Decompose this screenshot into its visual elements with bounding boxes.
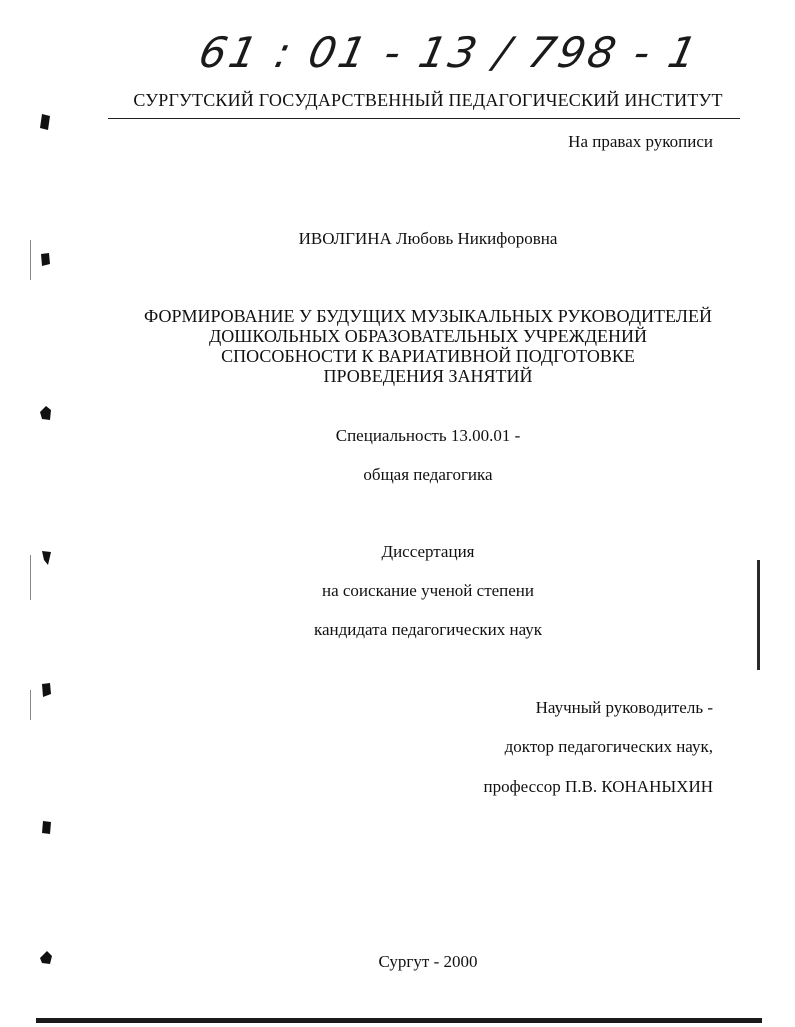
header-rule — [108, 118, 740, 119]
manuscript-rights-note: На правах рукописи — [568, 132, 713, 151]
handwritten-catalog-code: 61 : 01 - 13 / 798 - 1 — [194, 28, 704, 77]
title-line: СПОСОБНОСТИ К ВАРИАТИВНОЙ ПОДГОТОВКЕ — [221, 346, 635, 366]
specialty-code: Специальность 13.00.01 - — [335, 426, 521, 445]
title-line: ФОРМИРОВАНИЕ У БУДУЩИХ МУЗЫКАЛЬНЫХ РУКОВОДИТЕЛЕЙ — [144, 306, 712, 326]
scan-edge-line — [30, 240, 31, 280]
supervisor-name: профессор П.В. КОНАНЫХИН — [483, 777, 713, 796]
scan-edge-line — [30, 555, 31, 600]
scan-edge-shadow — [757, 560, 760, 670]
title-line: ПРОВЕДЕНИЯ ЗАНЯТИЙ — [323, 366, 533, 386]
binding-hole-mark — [36, 250, 56, 270]
binding-hole-mark — [36, 948, 56, 968]
binding-hole-mark — [36, 404, 56, 424]
binding-hole-mark — [36, 548, 56, 568]
binding-hole-mark — [36, 680, 56, 700]
document-type: Диссертация — [381, 542, 475, 561]
binding-hole-mark — [36, 112, 56, 132]
degree-line-2: кандидата педагогических наук — [313, 620, 543, 639]
institution-name: СУРГУТСКИЙ ГОСУДАРСТВЕННЫЙ ПЕДАГОГИЧЕСКИЙ ИНСТИТУТ — [133, 90, 723, 110]
binding-hole-mark — [36, 818, 56, 838]
city-year: Сургут - 2000 — [378, 952, 478, 971]
dissertation-title — [108, 306, 748, 386]
degree-line-1: на соискание ученой степени — [321, 581, 535, 600]
scan-bottom-edge — [36, 1018, 762, 1023]
supervisor-degree: доктор педагогических наук, — [504, 737, 713, 756]
supervisor-label: Научный руководитель - — [535, 698, 713, 717]
scan-edge-line — [30, 690, 31, 720]
specialty-name: общая педагогика — [363, 465, 493, 484]
title-line: ДОШКОЛЬНЫХ ОБРАЗОВАТЕЛЬНЫХ УЧРЕЖДЕНИЙ — [208, 326, 648, 346]
author-name: ИВОЛГИНА Любовь Никифоровна — [298, 229, 558, 248]
